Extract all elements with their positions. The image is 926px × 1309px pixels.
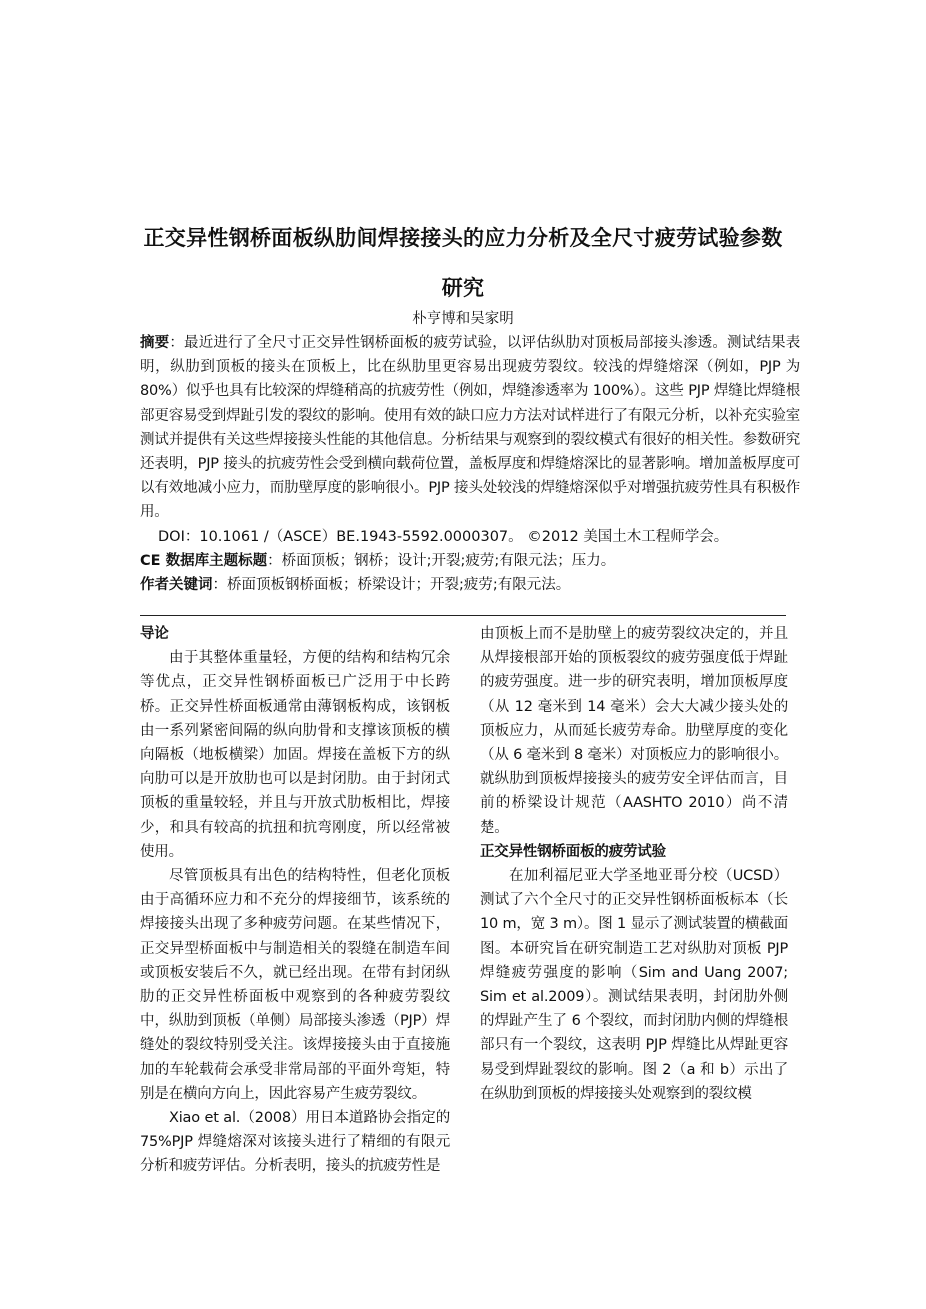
doi-line: DOI：10.1061 /（ASCE）BE.1943-5592.0000307。 ©2012 美国土木工程师学会。: [158, 529, 729, 545]
author-keywords: [140, 574, 800, 596]
keywords-label: 作者关键词: [140, 577, 213, 593]
intro-paragraph-3-continued: 由顶板上而不是肋壁上的疲劳裂纹决定的，并且从焊接根部开始的顶板裂纹的疲劳强度低于焊趾的疲劳强度。进一步的研究表明，增加顶板厚度（从 12 毫米到 14 毫米）会大大减少接头处的顶板应力，从而延长疲劳寿命。肋壁厚度的变化（从 6 毫米到 8 毫米）对顶板应力的影响很小。就纵肋到顶板焊接接头的疲劳安全评估而言，目前的桥梁设计规范（AASHTO 2010）尚不清楚。: [480, 626, 788, 836]
intro-paragraph-1: 由于其整体重量轻，方便的结构和结构冗余等优点，正交异性钢桥面板已广泛用于中长跨桥。正交异性桥面板通常由薄钢板构成，该钢板由一系列紧密间隔的纵向肋骨和支撑该顶板的横向隔板（地板横梁）加固。焊接在盖板下方的纵向肋可以是开放肋也可以是封闭肋。由于封闭式顶板的重量较轻，并且与开放式肋板相比，焊接少，和具有较高的抗扭和抗弯刚度，所以经常被使用。: [140, 650, 450, 860]
ce-text: 桥面顶板；钢桥；设计;开裂;疲劳;有限元法；压力。: [281, 553, 616, 569]
section-divider: [140, 615, 786, 616]
abstract: [140, 331, 800, 525]
abstract-label: 摘要: [140, 335, 170, 351]
intro-paragraph-3: Xiao et al.（2008）用日本道路协会指定的75%PJP 焊缝熔深对该接头进行了精细的有限元分析和疲劳评估。分析表明，接头的抗疲劳性是: [140, 1110, 450, 1175]
ce-subject-headings: [140, 550, 800, 572]
ce-label: CE 数据库主题标题: [140, 553, 268, 569]
paper-authors: 朴亨博和吴家明: [412, 311, 514, 327]
body-column-right: [480, 622, 788, 1106]
keywords-text: 桥面顶板钢桥面板；桥梁设计；开裂;疲劳;有限元法。: [227, 577, 571, 593]
keywords-separator: ：: [212, 577, 227, 593]
fatigue-test-paragraph-1: 在加利福尼亚大学圣地亚哥分校（UCSD）测试了六个全尺寸的正交异性钢桥面板标本（长 10 m，宽 3 m）。图 1 显示了测试装置的横截面图。本研究旨在研究制造工艺对纵肋对顶板 PJP 焊缝疲劳强度的影响（Sim and Uang 2007; Sim et al.2009）。测试结果表明，封闭肋外侧的焊趾产生了 6 个裂纹，而封闭肋内侧的焊缝根部只有一个裂纹，这表明 PJP 焊缝比从焊趾更容易受到焊趾裂纹的影响。图 2（a 和 b）示出了在纵肋到顶板的焊接接头处观察到的裂纹模: [480, 868, 788, 1102]
fatigue-test-heading: 正交异性钢桥面板的疲劳试验: [480, 843, 666, 860]
abstract-separator: ：: [169, 335, 185, 351]
intro-heading: 导论: [140, 626, 169, 642]
ce-separator: ：: [267, 553, 282, 569]
abstract-text: 最近进行了全尺寸正交异性钢桥面板的疲劳试验，以评估纵肋对顶板局部接头渗透。测试结果表明，纵肋到顶板的接头在顶板上，比在纵肋里更容易出现疲劳裂纹。较浅的焊缝熔深（例如，PJP 为 80%）似乎也具有比较深的焊缝稍高的抗疲劳性（例如，焊缝渗透率为 100%）。这些 PJP 焊缝比焊缝根部更容易受到焊趾引发的裂纹的影响。使用有效的缺口应力方法对试样进行了有限元分析，以补充实验室测试并提供有关这些焊接接头性能的其他信息。分析结果与观察到的裂纹模式有很好的相关性。参数研究还表明，PJP 接头的抗疲劳性会受到横向载荷位置，盖板厚度和焊缝熔深比的显著影响。增加盖板厚度可以有效地减小应力，而肋壁厚度的影响很小。PJP 接头处较浅的焊缝熔深似乎对增强抗疲劳性具有积极作用。: [140, 335, 800, 521]
body-column-left: [140, 622, 450, 1179]
paper-title: 正交异性钢桥面板纵肋间焊接接头的应力分析及全尺寸疲劳试验参数研究: [143, 226, 783, 300]
intro-paragraph-2: 尽管顶板具有出色的结构特性，但老化顶板由于高循环应力和不充分的焊接细节，该系统的焊接接头出现了多种疲劳问题。在某些情况下，正交异型桥面板中与制造相关的裂缝在制造车间或顶板安装后不久，就已经出现。在带有封闭纵肋的正交异性桥面板中观察到的各种疲劳裂纹中，纵肋到顶板（单侧）局部接头渗透（PJP）焊缝处的裂纹特别受关注。该焊接接头由于直接施加的车轮载荷会承受非常局部的平面外弯矩，特别是在横向方向上，因此容易产生疲劳裂纹。: [140, 868, 450, 1102]
